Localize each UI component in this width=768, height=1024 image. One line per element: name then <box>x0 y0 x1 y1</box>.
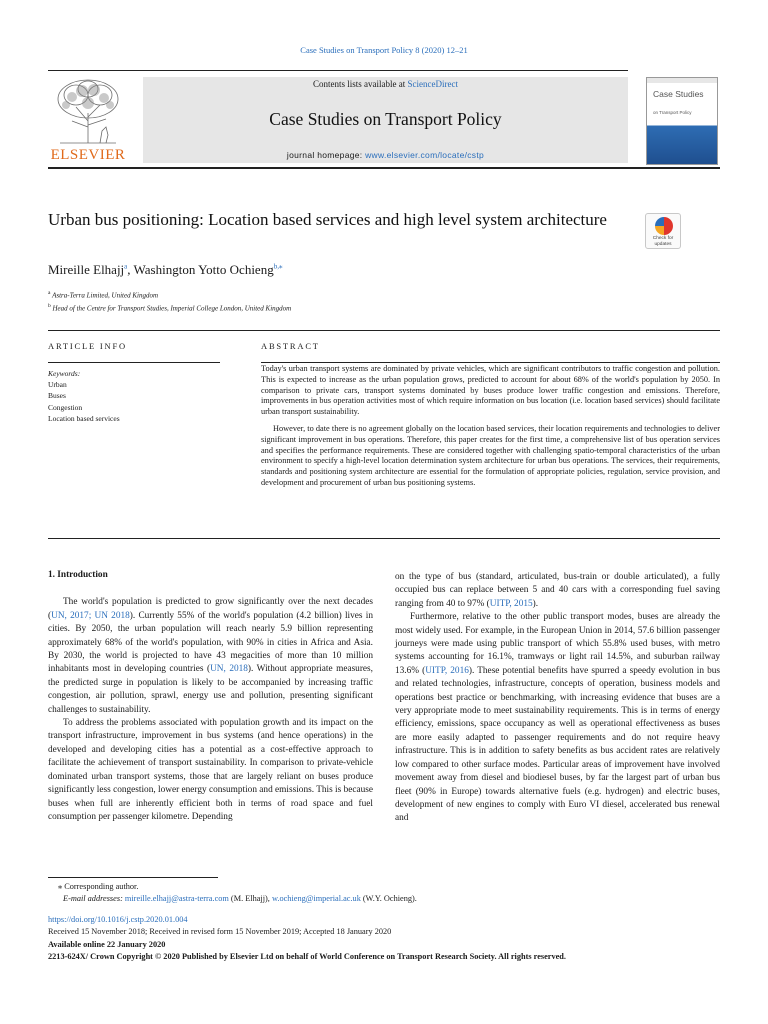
keyword-item: Location based services <box>48 413 120 423</box>
section-rule <box>48 330 720 331</box>
citation-link[interactable]: UITP, 2016 <box>425 665 469 676</box>
citation-link[interactable]: UN, 2018 <box>210 664 248 675</box>
body-text: ). These potential benefits have spurred a speedy evolution in bus and related technologies, infrastructure, concepts of operation, business models and operations best practice or benchmarking, with increasing evidence that buses are a very appropriate mode to meet sustainability requirements. This is in terms of energy efficiency, emissions, space occupancy as well as operational effectiveness as buses are more easily adapted to passenger requirements and do not require heavy infrastructure. This is in addition to safety benefits as bus accident rates are relatively low compared to other surface modes. Particular areas of improvement have involved movement away from diesel and biodiesel buses, by far the largest part of urban bus fleet (90% in Europe) towards alternative fuels (e.g. hydrogen) and electric buses, development of new engines to comply with Euro VI diesel, accelerated bus renewal and <box>395 665 720 824</box>
elsevier-logo[interactable] <box>48 77 128 165</box>
body-text: ). Without appropriate measures, the predicted surge in population is likely to be accompanied by increasing traffic congestion, air pollution, sprawl, energy use and pollution, presenting significant challenges to sustainability. <box>48 664 373 715</box>
section-heading: 1. Introduction <box>48 570 108 580</box>
affiliation-item <box>48 301 291 314</box>
body-text: ). <box>532 598 539 609</box>
abstract-rule <box>261 362 720 363</box>
contents-prefix: Contents lists available at <box>313 79 408 89</box>
journal-cover-thumbnail[interactable] <box>646 77 718 165</box>
homepage-link[interactable]: www.elsevier.com/locate/cstp <box>365 150 485 160</box>
header-bottom-rule <box>48 167 720 169</box>
author-list: Mireille Elhajj$^a$, Washington Yotto Ochieng$^{b,⁎}$ <box>48 262 283 277</box>
publisher-wordmark: ELSEVIER <box>50 147 126 163</box>
affiliation-marker: a <box>48 290 51 296</box>
author-affiliation-marker[interactable]: a <box>124 262 128 271</box>
keyword-item: Urban <box>48 380 67 390</box>
abstract-heading: ABSTRACT <box>261 341 320 351</box>
keyword-item: Buses <box>48 391 66 401</box>
body-paragraph <box>48 596 373 717</box>
crossmark-label: Check for updates <box>652 236 674 247</box>
body-text: Furthermore, relative to the other public transport modes, buses are already the most widely used. For example, in the European Union in 2014, 57.6 billion passenger journeys were made using public transport of which 55.8% used buses, with metro systems accounting for 16.1%, tramways or light rail 14.5%, and suburban railway 13.6% ( <box>395 612 720 676</box>
article-title: Urban bus positioning: Location based services and high level system architecture <box>48 210 607 229</box>
cover-title: Case Studies <box>653 89 704 99</box>
citation-link[interactable]: UN, 2017; UN 2018 <box>51 610 130 621</box>
keywords-block <box>48 368 120 424</box>
crossmark-badge[interactable] <box>645 213 681 249</box>
body-paragraph <box>48 717 373 824</box>
author-name[interactable]: Mireille Elhajj <box>48 262 125 277</box>
body-paragraph <box>395 611 720 826</box>
article-info-heading: ARTICLE INFO <box>48 341 127 351</box>
header-rule <box>48 70 628 71</box>
article-info-rule <box>48 362 220 363</box>
body-text: The world's population is predicted to grow significantly over the next decades ( <box>48 597 373 621</box>
email-note <box>48 893 417 905</box>
keywords-label: Keywords: <box>48 369 81 378</box>
keyword-item: Congestion <box>48 402 83 412</box>
author-name[interactable]: Washington Yotto Ochieng <box>133 262 274 277</box>
body-text: on the type of bus (standard, articulated, bus-train or double articulated), a fully occupied bus can replace between 5 and 40 cars with a corresponding fuel saving ranging from 40 to 97% ( <box>395 572 720 609</box>
affiliation-marker: b <box>48 303 51 310</box>
email-owner: (W.Y. Ochieng). <box>360 894 417 903</box>
footnote-rule <box>48 877 218 878</box>
affiliation-text: Astra-Terra Limited, United Kingdom <box>52 291 158 300</box>
crossmark-icon <box>655 217 673 235</box>
homepage-prefix: journal homepage: <box>286 150 366 160</box>
available-online: Available online 22 January 2020 <box>48 939 166 949</box>
affiliations <box>48 288 291 315</box>
body-text: To address the problems associated with population growth and its impact on the transport infrastructure, improvement in bus systems (and hence operations) in the developed and developing cities has a potential as a cost-effective approach to facilitate the achievement of transport sustainability. In comparison to private-vehicle dominated urban transport systems, those that are largely reliant on buses produce significantly less congestion, lower energy consumption and emissions. This is because buses when full are inherently efficient both in terms of road space and fuel consumption per passenger kilometre. Depending <box>48 718 373 822</box>
affiliation-item <box>48 288 291 301</box>
journal-citation[interactable]: Case Studies on Transport Policy 8 (2020) 12–21 <box>300 45 468 55</box>
footnotes <box>48 881 417 905</box>
copyright-line: 2213-624X/ Crown Copyright © 2020 Published by Elsevier Ltd on behalf of World Conference on Transport Research Society. All rights reserved. <box>48 951 566 961</box>
contents-availability <box>143 79 628 89</box>
received-dates: Received 15 November 2018; Received in revised form 15 November 2019; Accepted 18 January 2020 <box>48 927 392 937</box>
journal-header <box>48 77 720 165</box>
body-rule <box>48 538 720 539</box>
affiliation-text: Head of the Centre for Transport Studies, Imperial College London, United Kingdom <box>52 304 292 313</box>
cover-stripe <box>647 78 717 83</box>
publication-info <box>48 914 566 963</box>
journal-title: Case Studies on Transport Policy <box>269 109 502 129</box>
abstract-text <box>261 364 720 489</box>
citation-link[interactable]: UITP, 2015 <box>489 598 533 609</box>
body-paragraph <box>395 571 720 611</box>
email-label: E-mail addresses: <box>63 894 123 903</box>
email-link[interactable]: w.ochieng@imperial.ac.uk <box>271 894 361 903</box>
body-text: ). Currently 55% of the world's population (4.2 billion) lives in cities. By 2050, the urban population will reach nearly 5.9 billion representing approximately 68% of the world's population, with 90% in cities in Africa and Asia. By 2030, the world is projected to have 43 megacities of more than 10 million inhabitants most in developing countries ( <box>48 610 373 675</box>
abstract-paragraph: However, to date there is no agreement globally on the location based services, their location requirements and technologies to deliver significant improvement in bus operations. Therefore, this paper creates for the first time, a comprehensive list of bus operation services and specifies the performance requirements. These are considered together with challenging spatio-temporal characteristics of the urban environment to specify a high-level location determination system architecture for urban bus operations. The services, their requirements, standards and positioning system architecture are essential for the formulation of appropriate policies, regulation, service provision, and development and procurement of urban bus positioning systems. <box>261 423 720 487</box>
body-column-left <box>48 569 373 824</box>
email-owner: (M. Elhajj), <box>228 894 272 903</box>
doi-link[interactable]: https://doi.org/10.1016/j.cstp.2020.01.004 <box>48 915 188 924</box>
corresponding-author-note: ⁎ Corresponding author. <box>58 882 139 891</box>
sciencedirect-link[interactable]: ScienceDirect <box>407 79 458 89</box>
author-affiliation-marker[interactable]: b,⁎ <box>273 262 283 271</box>
journal-banner <box>143 77 628 163</box>
elsevier-tree-icon <box>52 77 124 145</box>
journal-homepage <box>143 150 628 160</box>
cover-subtitle: on Transport Policy <box>653 110 692 115</box>
abstract-paragraph: Today's urban transport systems are dominated by private vehicles, which are significant contributors to traffic congestion and pollution. This is expected to increase as the urban population grows, predicted to account for about 68% of the world's population by 2050. In comparison to private cars, transport systems dominated by buses produce lower traffic congestion and emissions. Therefore, improvements in bus operation activities most of which require information on bus location (i.e. location based services) should facilitate urban transport sustainability. <box>261 364 720 417</box>
email-link[interactable]: mireille.elhajj@astra-terra.com <box>124 894 229 903</box>
body-column-right <box>395 571 720 826</box>
